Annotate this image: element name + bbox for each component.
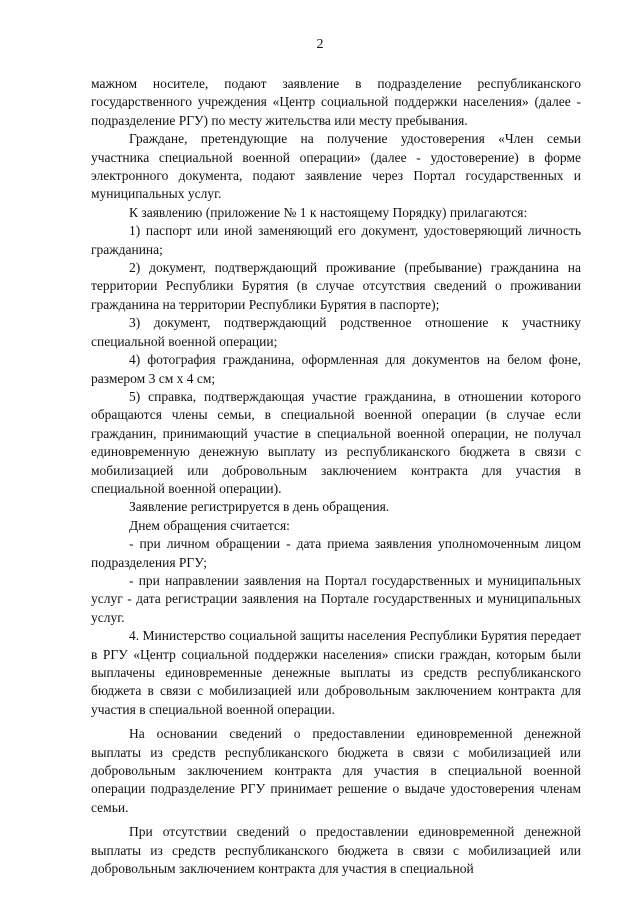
list-item-passport: 1) паспорт или иной заменяющий его документ, удостоверяющий личность гражданина; [91,223,581,257]
paragraph-application-date: Днем обращения считается: [129,517,290,533]
list-item-residence-document: 2) документ, подтверждающий проживание (пребывание) гражданина на территории Республики Бурятия (в случае отсутствия сведений о проживании гражданина на территории Республики Бурятия в паспорте); [91,260,581,312]
paragraph-attachments-intro: К заявлению (приложение № 1 к настоящему Порядку) прилагаются: [129,204,528,220]
list-item-participation-certificate: 5) справка, подтверждающая участие гражданина, в отношении которого обращаются члены семьи, в специальной военной операции (в случае если гражданин, принимающий участие в специальной военной операции, не получал единовременную денежную выплату из республиканского бюджета в связи с мобилизацией или добровольным заключением контракта для участия в специальной военной операции). [91,388,581,496]
paragraph-registration: Заявление регистрируется в день обращения. [129,499,390,515]
list-item-personal-visit: - при личном обращении - дата приема заявления уполномоченным лицом подразделения РГУ; [91,536,581,570]
list-item-kinship-document: 3) документ, подтверждающий родственное отношение к участнику специальной военной операции; [91,315,581,349]
list-item-portal-submission: - при направлении заявления на Портал государственных и муниципальных услуг - дата регистрации заявления на Портале государственных и муниципальных услуг. [91,572,581,625]
paragraph-continuation: мажном носителе, подают заявление в подразделение республиканского государственного учреждения «Центр социальной поддержки населения» (далее - подразделение РГУ) по месту жительства или месту пребывания. [91,76,581,128]
paragraph-decision: На основании сведений о предоставлении единовременной денежной выплаты из средств республиканского бюджета в связи с мобилизацией или добровольным заключением контракта для участия в специальной военной операции подразделение РГУ принимает решение о выдаче удостоверения членам семьи. [91,726,581,815]
paragraph-section-4: 4. Министерство социальной защиты населения Республики Бурятия передает в РГУ «Центр социальной поддержки населения» списки граждан, которым были выплачены единовременные денежные выплаты из средств республиканского бюджета в связи с мобилизацией или добровольным заключением контракта для участия в специальной военной операции. [91,628,581,717]
list-item-photo: 4) фотография гражданина, оформленная для документов на белом фоне, размером 3 см х 4 см; [91,352,581,386]
page-number: 2 [316,37,324,52]
document-body [91,75,581,878]
paragraph-no-payment-info: При отсутствии сведений о предоставлении единовременной денежной выплаты из средств республиканского бюджета в связи с мобилизацией или добровольным заключением контракта для участия в специальной [91,824,581,877]
paragraph-electronic-application: Граждане, претендующие на получение удостоверения «Член семьи участника специальной военной операции» (далее - удостоверение) в форме электронного документа, подают заявление через Портал государственных и муниципальных услуг. [91,131,581,202]
